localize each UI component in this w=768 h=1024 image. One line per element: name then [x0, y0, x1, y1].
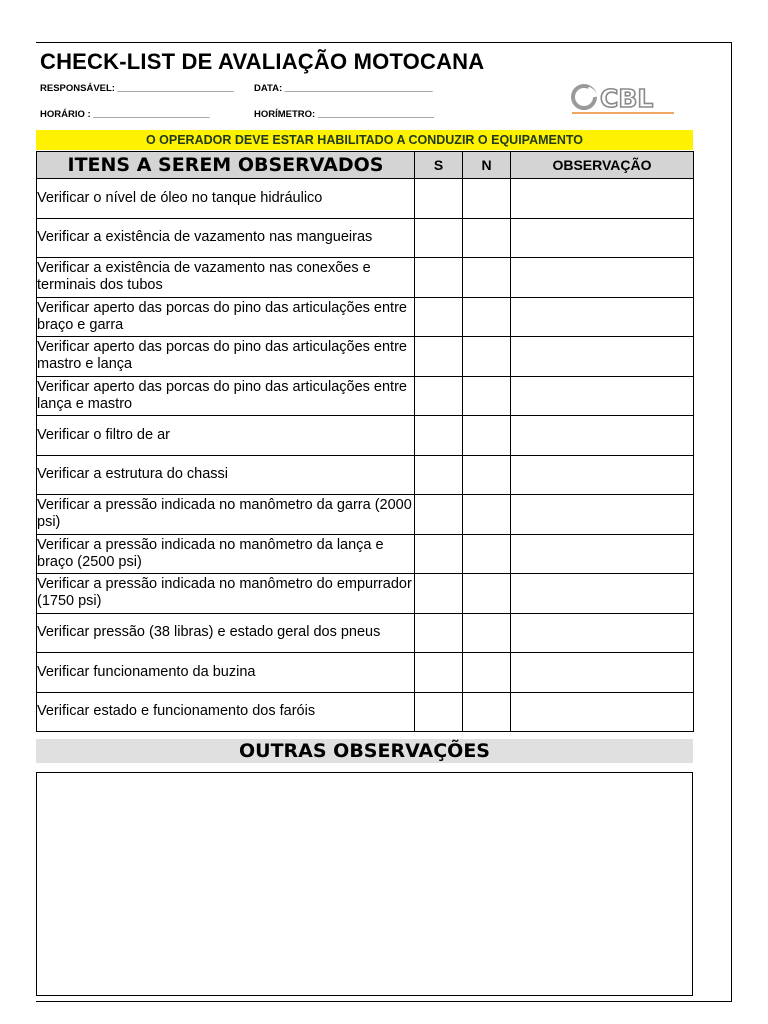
horario-field[interactable]: HORÁRIO : ______________________	[40, 109, 210, 120]
observacao-cell[interactable]	[511, 416, 694, 456]
check-item-label: Verificar a existência de vazamento nas mangueiras	[37, 218, 415, 258]
data-field[interactable]: DATA: ____________________________	[254, 83, 433, 94]
s-checkbox-cell[interactable]	[415, 613, 463, 653]
header-items: ITENS A SEREM OBSERVADOS	[37, 152, 415, 179]
table-row	[37, 692, 694, 732]
table-row	[37, 534, 694, 574]
n-checkbox-cell[interactable]	[463, 653, 511, 693]
table-row	[37, 258, 694, 298]
table-header-row	[37, 152, 694, 179]
s-checkbox-cell[interactable]	[415, 653, 463, 693]
n-checkbox-cell[interactable]	[463, 297, 511, 337]
check-item-label: Verificar o nível de óleo no tanque hidráulico	[37, 179, 415, 219]
n-checkbox-cell[interactable]	[463, 574, 511, 614]
observacao-cell[interactable]	[511, 455, 694, 495]
checklist-table	[36, 151, 694, 732]
check-item-label: Verificar aperto das porcas do pino das articulações entre lança e mastro	[37, 376, 415, 416]
s-checkbox-cell[interactable]	[415, 258, 463, 298]
svg-text:CBL: CBL	[600, 84, 654, 113]
observacao-cell[interactable]	[511, 337, 694, 377]
outras-observacoes-box[interactable]	[36, 772, 693, 996]
s-checkbox-cell[interactable]	[415, 218, 463, 258]
s-checkbox-cell[interactable]	[415, 376, 463, 416]
n-checkbox-cell[interactable]	[463, 455, 511, 495]
table-row	[37, 653, 694, 693]
observacao-cell[interactable]	[511, 534, 694, 574]
table-row	[37, 337, 694, 377]
n-checkbox-cell[interactable]	[463, 534, 511, 574]
table-row	[37, 297, 694, 337]
outras-observacoes-title: OUTRAS OBSERVAÇÕES	[36, 739, 693, 763]
header-s: S	[415, 152, 463, 179]
s-checkbox-cell[interactable]	[415, 534, 463, 574]
n-checkbox-cell[interactable]	[463, 692, 511, 732]
check-item-label: Verificar o filtro de ar	[37, 416, 415, 456]
check-item-label: Verificar estado e funcionamento dos faróis	[37, 692, 415, 732]
table-row	[37, 416, 694, 456]
s-checkbox-cell[interactable]	[415, 297, 463, 337]
s-checkbox-cell[interactable]	[415, 179, 463, 219]
s-checkbox-cell[interactable]	[415, 574, 463, 614]
observacao-cell[interactable]	[511, 613, 694, 653]
s-checkbox-cell[interactable]	[415, 455, 463, 495]
table-row	[37, 455, 694, 495]
table-row	[37, 218, 694, 258]
check-item-label: Verificar a pressão indicada no manômetro do empurrador (1750 psi)	[37, 574, 415, 614]
s-checkbox-cell[interactable]	[415, 337, 463, 377]
observacao-cell[interactable]	[511, 297, 694, 337]
header-n: N	[463, 152, 511, 179]
observacao-cell[interactable]	[511, 179, 694, 219]
n-checkbox-cell[interactable]	[463, 495, 511, 535]
s-checkbox-cell[interactable]	[415, 416, 463, 456]
check-item-label: Verificar a existência de vazamento nas conexões e terminais dos tubos	[37, 258, 415, 298]
form-title: CHECK-LIST DE AVALIAÇÃO MOTOCANA	[40, 49, 485, 74]
table-row	[37, 376, 694, 416]
table-row	[37, 495, 694, 535]
check-item-label: Verificar funcionamento da buzina	[37, 653, 415, 693]
observacao-cell[interactable]	[511, 495, 694, 535]
responsavel-field[interactable]: RESPONSÁVEL: ______________________	[40, 83, 234, 94]
check-item-label: Verificar a pressão indicada no manômetro da garra (2000 psi)	[37, 495, 415, 535]
observacao-cell[interactable]	[511, 258, 694, 298]
n-checkbox-cell[interactable]	[463, 416, 511, 456]
s-checkbox-cell[interactable]	[415, 495, 463, 535]
observacao-cell[interactable]	[511, 218, 694, 258]
s-checkbox-cell[interactable]	[415, 692, 463, 732]
operator-warning-banner: O OPERADOR DEVE ESTAR HABILITADO A CONDUZIR O EQUIPAMENTO	[36, 130, 693, 150]
table-row	[37, 179, 694, 219]
observacao-cell[interactable]	[511, 574, 694, 614]
check-item-label: Verificar a estrutura do chassi	[37, 455, 415, 495]
check-item-label: Verificar pressão (38 libras) e estado geral dos pneus	[37, 613, 415, 653]
n-checkbox-cell[interactable]	[463, 337, 511, 377]
observacao-cell[interactable]	[511, 653, 694, 693]
check-item-label: Verificar aperto das porcas do pino das articulações entre braço e garra	[37, 297, 415, 337]
n-checkbox-cell[interactable]	[463, 376, 511, 416]
observacao-cell[interactable]	[511, 376, 694, 416]
observacao-cell[interactable]	[511, 692, 694, 732]
n-checkbox-cell[interactable]	[463, 258, 511, 298]
header-observacao: OBSERVAÇÃO	[511, 152, 694, 179]
n-checkbox-cell[interactable]	[463, 613, 511, 653]
n-checkbox-cell[interactable]	[463, 179, 511, 219]
cbl-logo	[568, 80, 678, 120]
table-row	[37, 613, 694, 653]
n-checkbox-cell[interactable]	[463, 218, 511, 258]
check-item-label: Verificar aperto das porcas do pino das articulações entre mastro e lança	[37, 337, 415, 377]
horimetro-field[interactable]: HORÍMETRO: ______________________	[254, 109, 435, 120]
check-item-label: Verificar a pressão indicada no manômetro da lança e braço (2500 psi)	[37, 534, 415, 574]
table-row	[37, 574, 694, 614]
